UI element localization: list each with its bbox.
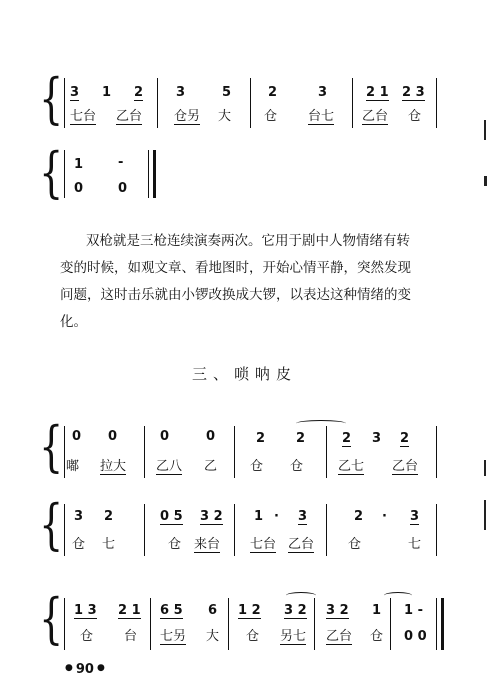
syllable: 另七 [280, 629, 307, 644]
syllable: 七台 [250, 537, 277, 552]
syllable: 仓 [370, 629, 384, 644]
syllable: 乙七 [338, 459, 365, 474]
note: 1 [102, 85, 112, 100]
note: 2 [256, 431, 266, 446]
slur-mark [384, 592, 412, 599]
syllable: 七另 [160, 629, 187, 644]
note: 0 5 [160, 509, 183, 524]
syllable: 仓 [348, 537, 362, 552]
barline-start [64, 150, 65, 198]
paragraph-line: 问题，这时击乐就由小锣改换成大锣，以表达这种情绪的变 [60, 287, 411, 303]
barline [144, 426, 145, 478]
note: 2 [268, 85, 278, 100]
system-brace: { [39, 141, 64, 204]
note: 2 [354, 509, 364, 524]
syllable: 嘟 [66, 459, 80, 474]
barline [157, 78, 158, 128]
note: 1 - [404, 603, 423, 618]
syllable: 七 [102, 537, 116, 552]
syllable: 乙台 [326, 629, 353, 644]
syllable: 大 [206, 629, 220, 644]
paragraph-line: 双枪就是三枪连续演奏两次。它用于剧中人物情绪有转 [86, 233, 410, 249]
syllable: 仓另 [174, 109, 201, 124]
note: 5 [222, 85, 232, 100]
note: 0 0 [404, 629, 427, 644]
note: · [382, 509, 387, 524]
syllable: 仓 [250, 459, 264, 474]
dot-mark: ● [65, 663, 73, 673]
syllable: 乙台 [116, 109, 143, 124]
syllable: 七台 [70, 109, 97, 124]
note: 0 [74, 181, 84, 196]
note: 3 [70, 85, 80, 100]
syllable: 乙台 [362, 109, 389, 124]
syllable: 仓 [246, 629, 260, 644]
barline-end [436, 504, 437, 556]
section-title: 三、唢呐皮 [191, 365, 297, 383]
note: · [274, 509, 279, 524]
syllable: 仓 [80, 629, 94, 644]
barline-start [64, 426, 65, 478]
note: 0 [118, 181, 128, 196]
syllable: 仓 [290, 459, 304, 474]
note: 3 2 [326, 603, 349, 618]
note: 6 5 [160, 603, 183, 618]
system-brace: { [39, 67, 64, 130]
note: 3 [318, 85, 328, 100]
note: 0 [108, 429, 118, 444]
binding-mark [484, 460, 486, 476]
syllable: 台七 [308, 109, 335, 124]
note: 0 [206, 429, 216, 444]
slur-mark [296, 420, 346, 427]
syllable: 拉大 [100, 459, 127, 474]
note: - [118, 155, 124, 170]
note: 2 1 [366, 85, 389, 100]
note: 3 [410, 509, 420, 524]
dot-mark: ● [96, 663, 105, 673]
barline [234, 426, 235, 478]
syllable: 仓 [264, 109, 278, 124]
barline [326, 426, 327, 478]
system-brace: { [39, 587, 64, 650]
note: 0 [72, 429, 82, 444]
note: 2 [296, 431, 306, 446]
syllable: 仓 [72, 537, 86, 552]
note: 1 [372, 603, 382, 618]
note: 1 [254, 509, 264, 524]
syllable: 乙八 [156, 459, 183, 474]
note: 3 [74, 509, 84, 524]
note: 2 [134, 85, 144, 100]
note: 3 2 [200, 509, 223, 524]
system-brace: { [39, 415, 64, 478]
barline [144, 504, 145, 556]
barline [228, 598, 229, 650]
final-barline [441, 598, 444, 650]
syllable: 乙台 [392, 459, 419, 474]
barline [326, 504, 327, 556]
note: 2 [104, 509, 114, 524]
barline [148, 150, 149, 198]
syllable: 大 [218, 109, 232, 124]
barline [314, 598, 315, 650]
syllable: 仓 [168, 537, 182, 552]
note: 2 [342, 431, 352, 446]
barline-end [436, 426, 437, 478]
paragraph-line: 化。 [60, 314, 87, 330]
final-barline [153, 150, 156, 198]
note: 1 [74, 157, 84, 172]
syllable: 台 [124, 629, 138, 644]
barline-start [64, 598, 65, 650]
barline [150, 598, 151, 650]
note: 0 [160, 429, 170, 444]
barline [352, 78, 353, 128]
note: 2 1 [118, 603, 141, 618]
note: 2 3 [402, 85, 425, 100]
barline [234, 504, 235, 556]
barline [436, 598, 437, 650]
syllable: 乙 [204, 459, 218, 474]
syllable: 来台 [194, 537, 221, 552]
note: 3 2 [284, 603, 307, 618]
syllable: 乙台 [288, 537, 315, 552]
system-brace: { [39, 493, 64, 556]
barline [390, 598, 391, 650]
paragraph-line: 变的时候，如观文章、看地图时，开始心情平静，突然发现 [60, 260, 411, 276]
page-number [62, 662, 108, 677]
barline [250, 78, 251, 128]
page-number-value: 90 [75, 662, 94, 677]
binding-mark [484, 120, 486, 140]
note: 3 [372, 431, 382, 446]
note: 1 2 [238, 603, 261, 618]
binding-mark [484, 176, 487, 186]
barline-start [64, 504, 65, 556]
barline-start [64, 78, 65, 128]
note: 3 [298, 509, 308, 524]
note: 3 [176, 85, 186, 100]
slur-mark [286, 592, 316, 599]
syllable: 仓 [408, 109, 422, 124]
binding-mark [484, 500, 486, 530]
barline-end [436, 78, 437, 128]
syllable: 七 [408, 537, 422, 552]
note: 1 3 [74, 603, 97, 618]
note: 2 [400, 431, 410, 446]
note: 6 [208, 603, 218, 618]
